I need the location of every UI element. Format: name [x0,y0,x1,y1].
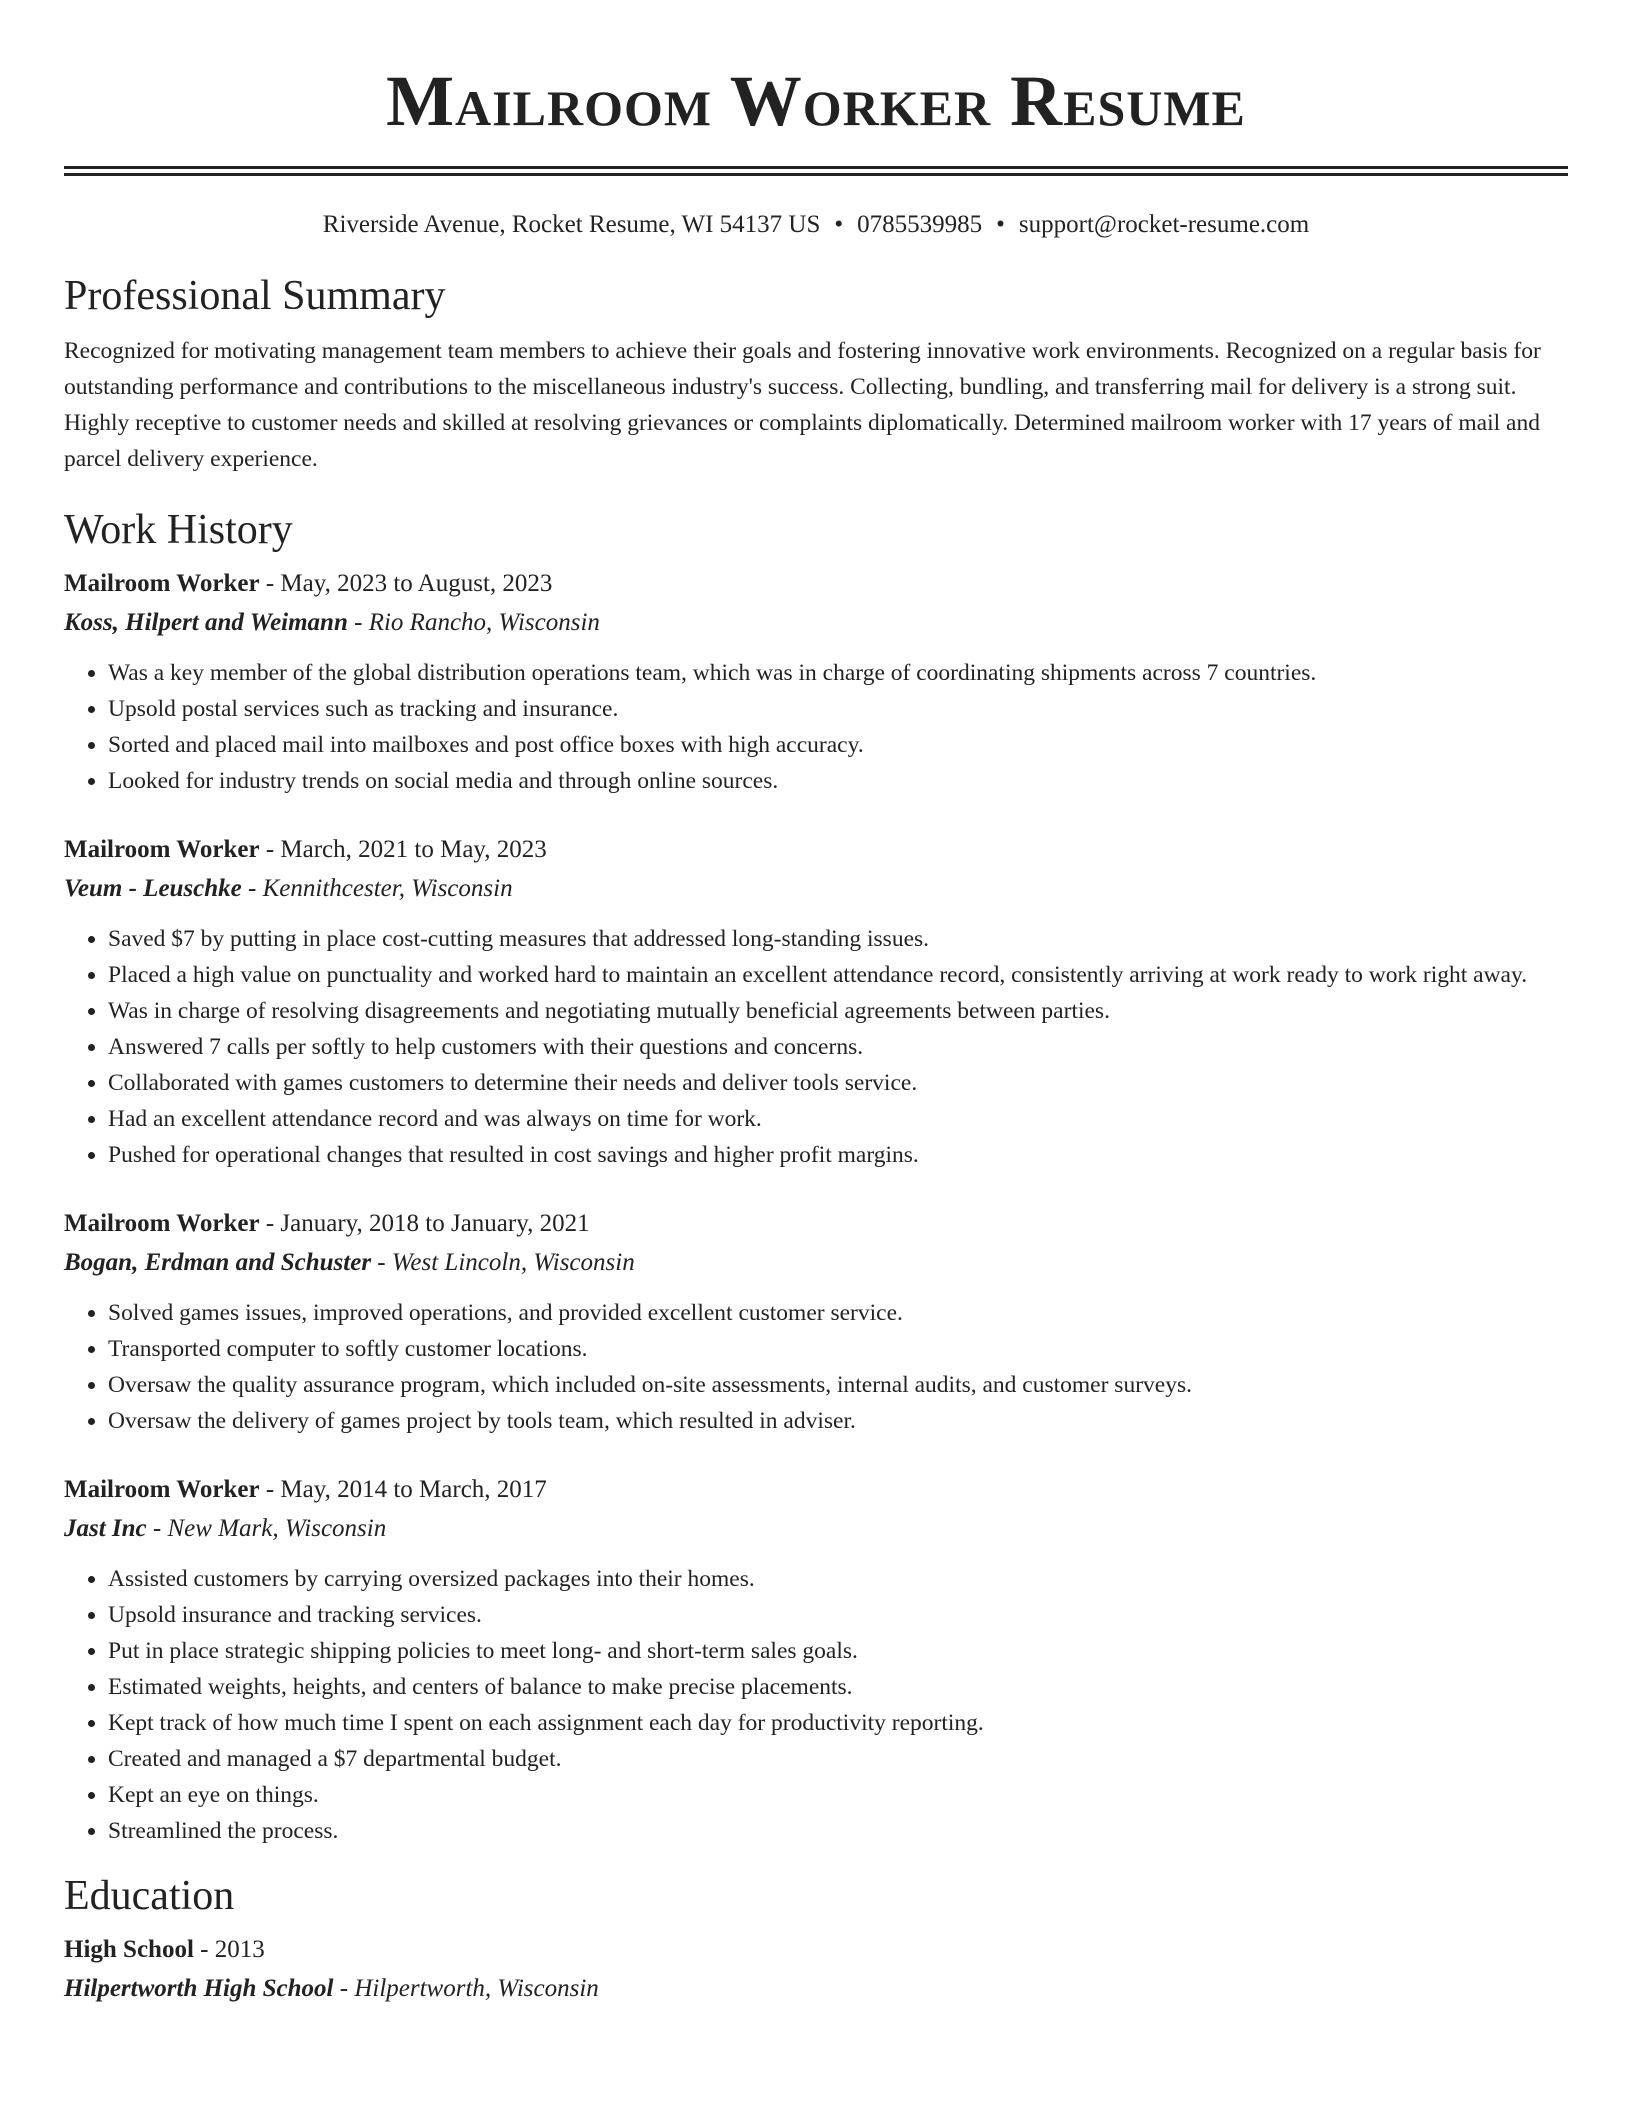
contact-phone: 0785539985 [857,211,983,238]
job-title-line [64,831,1568,869]
resume-page [64,0,1568,2009]
job-spacer [64,799,1568,831]
job-title: Mailroom Worker [64,570,260,597]
education-section [64,1871,1568,2009]
job-entry [64,831,1568,1173]
job-bullet: • Kept track of how much time I spent on each assignment each day for productivity reporting. [108,1705,1568,1741]
job-bullet: • Kept an eye on things. [108,1777,1568,1813]
job-bullet: • Created and managed a $7 departmental budget. [108,1741,1568,1777]
job-bullets [64,921,1568,1173]
work-history-section [64,505,1568,1849]
job-title: Mailroom Worker [64,1476,260,1503]
education-year: - 2013 [193,1936,265,1963]
job-company-line [64,869,1568,909]
job-company-line [64,1509,1568,1549]
job-bullet: • Pushed for operational changes that resulted in cost savings and higher profit margins. [108,1137,1568,1173]
job-company: Koss, Hilpert and Weimann [64,609,348,636]
education-location: - Hilpertworth, Wisconsin [333,1975,599,2002]
job-spacer [64,1173,1568,1205]
job-entry [64,1205,1568,1439]
job-bullet: • Collaborated with games customers to determine their needs and deliver tools service. [108,1065,1568,1101]
education-school: Hilpertworth High School [64,1975,334,2002]
job-bullet: • Solved games issues, improved operations, and provided excellent customer service. [108,1295,1568,1331]
job-title: Mailroom Worker [64,836,260,863]
job-title: Mailroom Worker [64,1210,260,1237]
job-bullet: • Looked for industry trends on social media and through online sources. [108,763,1568,799]
job-bullet: • Estimated weights, heights, and centers of balance to make precise placements. [108,1669,1568,1705]
job-bullet: • Assisted customers by carrying oversized packages into their homes. [108,1561,1568,1597]
job-title-line [64,1205,1568,1243]
summary-heading: Professional Summary [64,273,446,319]
job-company-line [64,603,1568,643]
summary-section [64,271,1568,477]
job-dates: - May, 2014 to March, 2017 [259,1476,547,1503]
job-bullet: • Answered 7 calls per softly to help customers with their questions and concerns. [108,1029,1568,1065]
job-title-line [64,565,1568,603]
resume-title: Mailroom Worker Resume [386,61,1246,141]
job-location: - Kennithcester, Wisconsin [241,875,513,902]
education-entry [64,1931,1568,2009]
job-spacer [64,1439,1568,1471]
job-bullet: • Upsold insurance and tracking services. [108,1597,1568,1633]
education-heading: Education [64,1873,235,1919]
contact-separator: • [996,211,1005,238]
job-bullet: • Was in charge of resolving disagreements and negotiating mutually beneficial agreements between parties. [108,993,1568,1029]
job-bullet: • Transported computer to softly customer locations. [108,1331,1568,1367]
summary-text: Recognized for motivating management team members to achieve their goals and fostering innovative work environments. Recognized on a regular basis for outstanding performance and contributions to the miscellaneous industry's success. Collecting, bundling, and transferring mail for delivery is a strong suit. Highly receptive to customer needs and skilled at resolving grievances or complaints diplomatically. Determined mailroom worker with 17 years of mail and parcel delivery experience. [64,338,1541,472]
job-title-line [64,1471,1568,1509]
job-location: - Rio Rancho, Wisconsin [347,609,600,636]
job-entry [64,565,1568,799]
contact-address: Riverside Avenue, Rocket Resume, WI 54137 US [322,211,821,238]
education-degree-line [64,1931,1568,1969]
education-degree: High School [64,1936,194,1963]
job-bullet: • Upsold postal services such as tracking and insurance. [108,691,1568,727]
job-dates: - January, 2018 to January, 2021 [259,1210,590,1237]
job-company: Jast Inc [64,1515,147,1542]
job-dates: - May, 2023 to August, 2023 [259,570,553,597]
job-dates: - March, 2021 to May, 2023 [259,836,547,863]
job-bullets [64,1561,1568,1849]
job-company-line [64,1243,1568,1283]
contact-separator: • [834,211,844,238]
job-bullet: • Had an excellent attendance record and was always on time for work. [108,1101,1568,1137]
job-bullet: • Placed a high value on punctuality and worked hard to maintain an excellent attendance record, consistently arriving at work ready to work right away. [108,957,1568,993]
job-bullet: • Streamlined the process. [108,1813,1568,1849]
job-bullet: • Sorted and placed mail into mailboxes and post office boxes with high accuracy. [108,727,1568,763]
job-bullet: • Put in place strategic shipping policies to meet long- and short-term sales goals. [108,1633,1568,1669]
work-history-heading: Work History [64,507,293,553]
title-divider [64,166,1568,176]
job-bullets [64,655,1568,799]
job-location: - West Lincoln, Wisconsin [371,1249,635,1276]
job-bullet: • Saved $7 by putting in place cost-cutting measures that addressed long-standing issues. [108,921,1568,957]
contact-line [64,209,1568,241]
job-entry [64,1471,1568,1849]
job-bullet: • Oversaw the quality assurance program, which included on-site assessments, internal audits, and customer surveys. [108,1367,1568,1403]
job-bullet: • Oversaw the delivery of games project by tools team, which resulted in adviser. [108,1403,1568,1439]
job-company: Bogan, Erdman and Schuster [64,1249,372,1276]
job-bullets [64,1295,1568,1439]
job-bullet: • Was a key member of the global distribution operations team, which was in charge of coordinating shipments across 7 countries. [108,655,1568,691]
contact-email: support@rocket-resume.com [1018,211,1310,238]
job-company: Veum - Leuschke [64,875,242,902]
job-location: - New Mark, Wisconsin [146,1515,387,1542]
education-school-line [64,1969,1568,2009]
